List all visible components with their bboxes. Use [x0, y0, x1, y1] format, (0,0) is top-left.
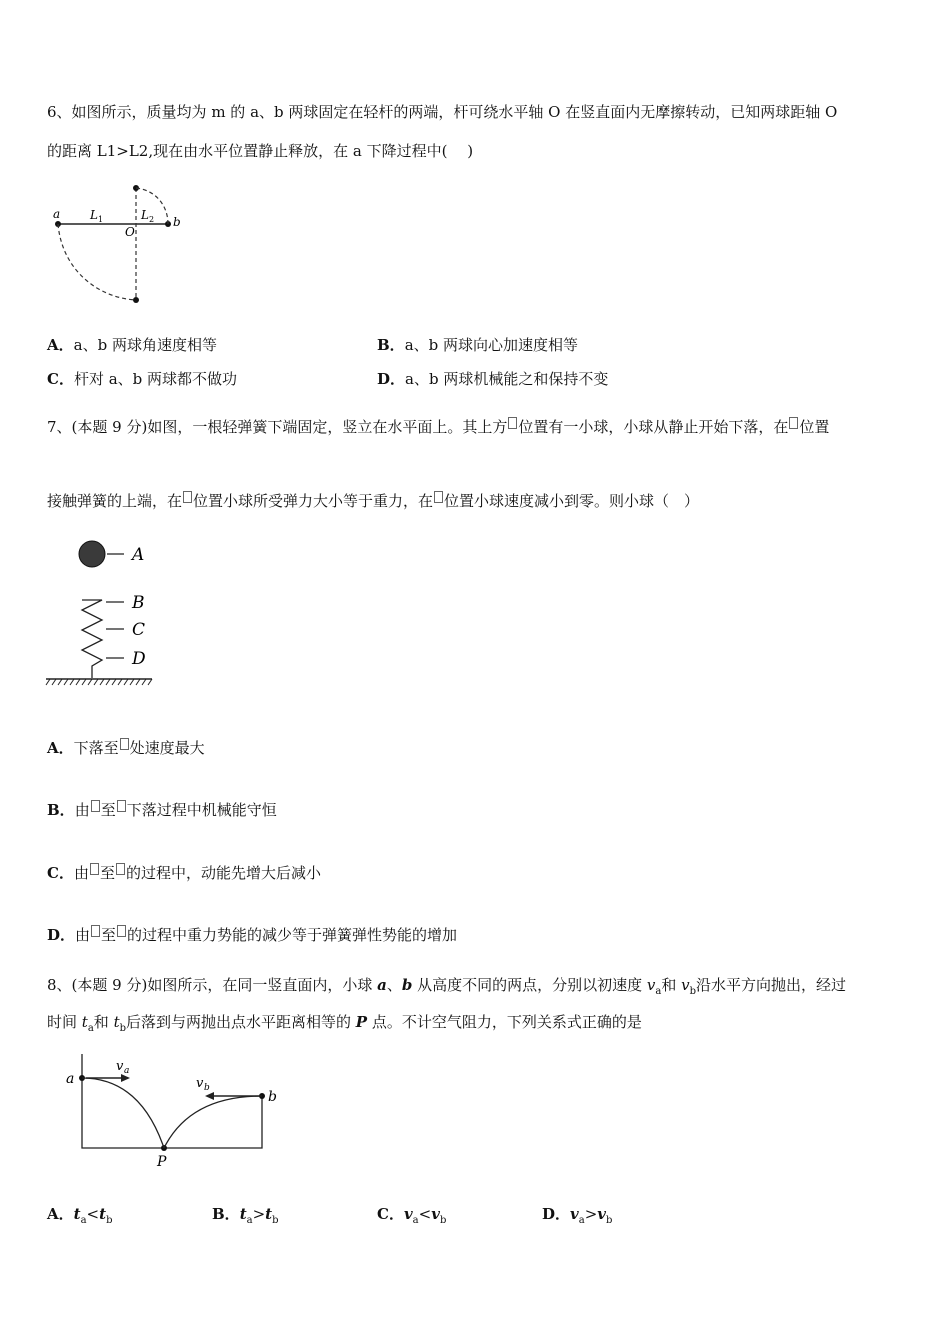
- placeholder-box: [117, 925, 126, 937]
- q7-label-A: A: [132, 545, 145, 565]
- q6-stem-line1: 6、如图所示，质量均为 m 的 a、b 两球固定在轻杆的两端，杆可绕水平轴 O 在竖直面内无摩擦转动，已知两球距轴 O: [47, 103, 838, 121]
- q6-option-c[interactable]: C．杆对 a、b 两球都不做功: [47, 370, 238, 388]
- placeholder-box: [91, 800, 100, 812]
- q6-figure: [48, 180, 193, 310]
- q8-label-b: b: [268, 1089, 277, 1105]
- q8-trajectory-a: [82, 1078, 164, 1148]
- placeholder-box: [508, 417, 517, 429]
- q6-option-a[interactable]: A．a、b 两球角速度相等: [47, 336, 217, 354]
- placeholder-box: [90, 863, 99, 875]
- q7-option-a[interactable]: A．下落至 处速度最大: [47, 739, 205, 757]
- q8-stem-line1: 8、(本题 9 分)如图所示，在同一竖直面内，小球 a、b 从高度不同的两点，分别以初速度 $v_a$和 $v_b$沿水平方向抛出，经过: [47, 976, 847, 997]
- q6-ball-a-bottom: [133, 297, 139, 303]
- q7-option-c[interactable]: C．由 至 的过程中，动能先增大后减小: [47, 864, 321, 882]
- q7-option-b[interactable]: B．由 至 下落过程中机械能守恒: [47, 801, 277, 819]
- placeholder-box: [434, 491, 443, 503]
- q6-label-a: a: [53, 207, 61, 221]
- q6-label-L1: L: [90, 208, 98, 222]
- q8-stem-line2: 时间 $t_a$和 $t_b$后落到与两抛出点水平距离相等的 P 点。不计空气阻力，下列关系式正确的是: [47, 1013, 642, 1034]
- q7-label-D: D: [132, 649, 146, 669]
- q6-label-O: O: [125, 225, 135, 239]
- q7-figure: [44, 536, 164, 688]
- q6-option-b[interactable]: B．a、b 两球向心加速度相等: [377, 336, 579, 354]
- q8-label-a: a: [66, 1071, 75, 1087]
- q7-label-B: B: [132, 593, 145, 613]
- q8-trajectory-b: [164, 1096, 262, 1148]
- q6-stem-line2: 的距离 L1>L2,现在由水平位置静止释放，在 a 下降过程中( ): [47, 142, 474, 160]
- q8-label-vb-sub: b: [204, 1083, 210, 1093]
- q6-option-d[interactable]: D．a、b 两球机械能之和保持不变: [377, 370, 609, 388]
- q8-option-d[interactable]: D．$v_a>v_b$: [542, 1205, 613, 1226]
- q6-label-L2: L: [141, 208, 149, 222]
- placeholder-box: [120, 738, 129, 750]
- q7-option-d[interactable]: D．由 至 的过程中重力势能的减少等于弹簧弹性势能的增加: [47, 926, 458, 944]
- q8-label-va: v: [116, 1059, 124, 1074]
- placeholder-box: [183, 491, 192, 503]
- placeholder-box: [117, 800, 126, 812]
- q8-label-P: P: [157, 1154, 167, 1170]
- q8-option-b[interactable]: B．$t_a>t_b$: [212, 1205, 279, 1226]
- q8-label-vb: v: [196, 1076, 204, 1091]
- q8-option-c[interactable]: C．$v_a<v_b$: [377, 1205, 447, 1226]
- q7-ball: [79, 541, 105, 567]
- placeholder-box: [91, 925, 100, 937]
- q8-figure: [60, 1048, 290, 1173]
- q7-spring: [82, 600, 102, 678]
- q7-stem-line1: 7、(本题 9 分)如图，一根轻弹簧下端固定，竖立在水平面上。其上方 位置有一小球，小球从静止开始下落，在 位置: [47, 418, 830, 436]
- q8-label-va-sub: a: [124, 1066, 130, 1076]
- q8-option-a[interactable]: A．$t_a<t_b$: [47, 1205, 113, 1226]
- q7-stem-line2: 接触弹簧的上端，在 位置小球所受弹力大小等于重力，在 位置小球速度减小到零。则小球（ ）: [47, 492, 700, 510]
- q6-label-b: b: [173, 215, 181, 229]
- q6-label-L2-sub: 2: [149, 215, 155, 224]
- placeholder-box: [789, 417, 798, 429]
- q6-label-L1-sub: 1: [98, 215, 104, 224]
- q7-label-C: C: [132, 620, 146, 640]
- placeholder-box: [116, 863, 125, 875]
